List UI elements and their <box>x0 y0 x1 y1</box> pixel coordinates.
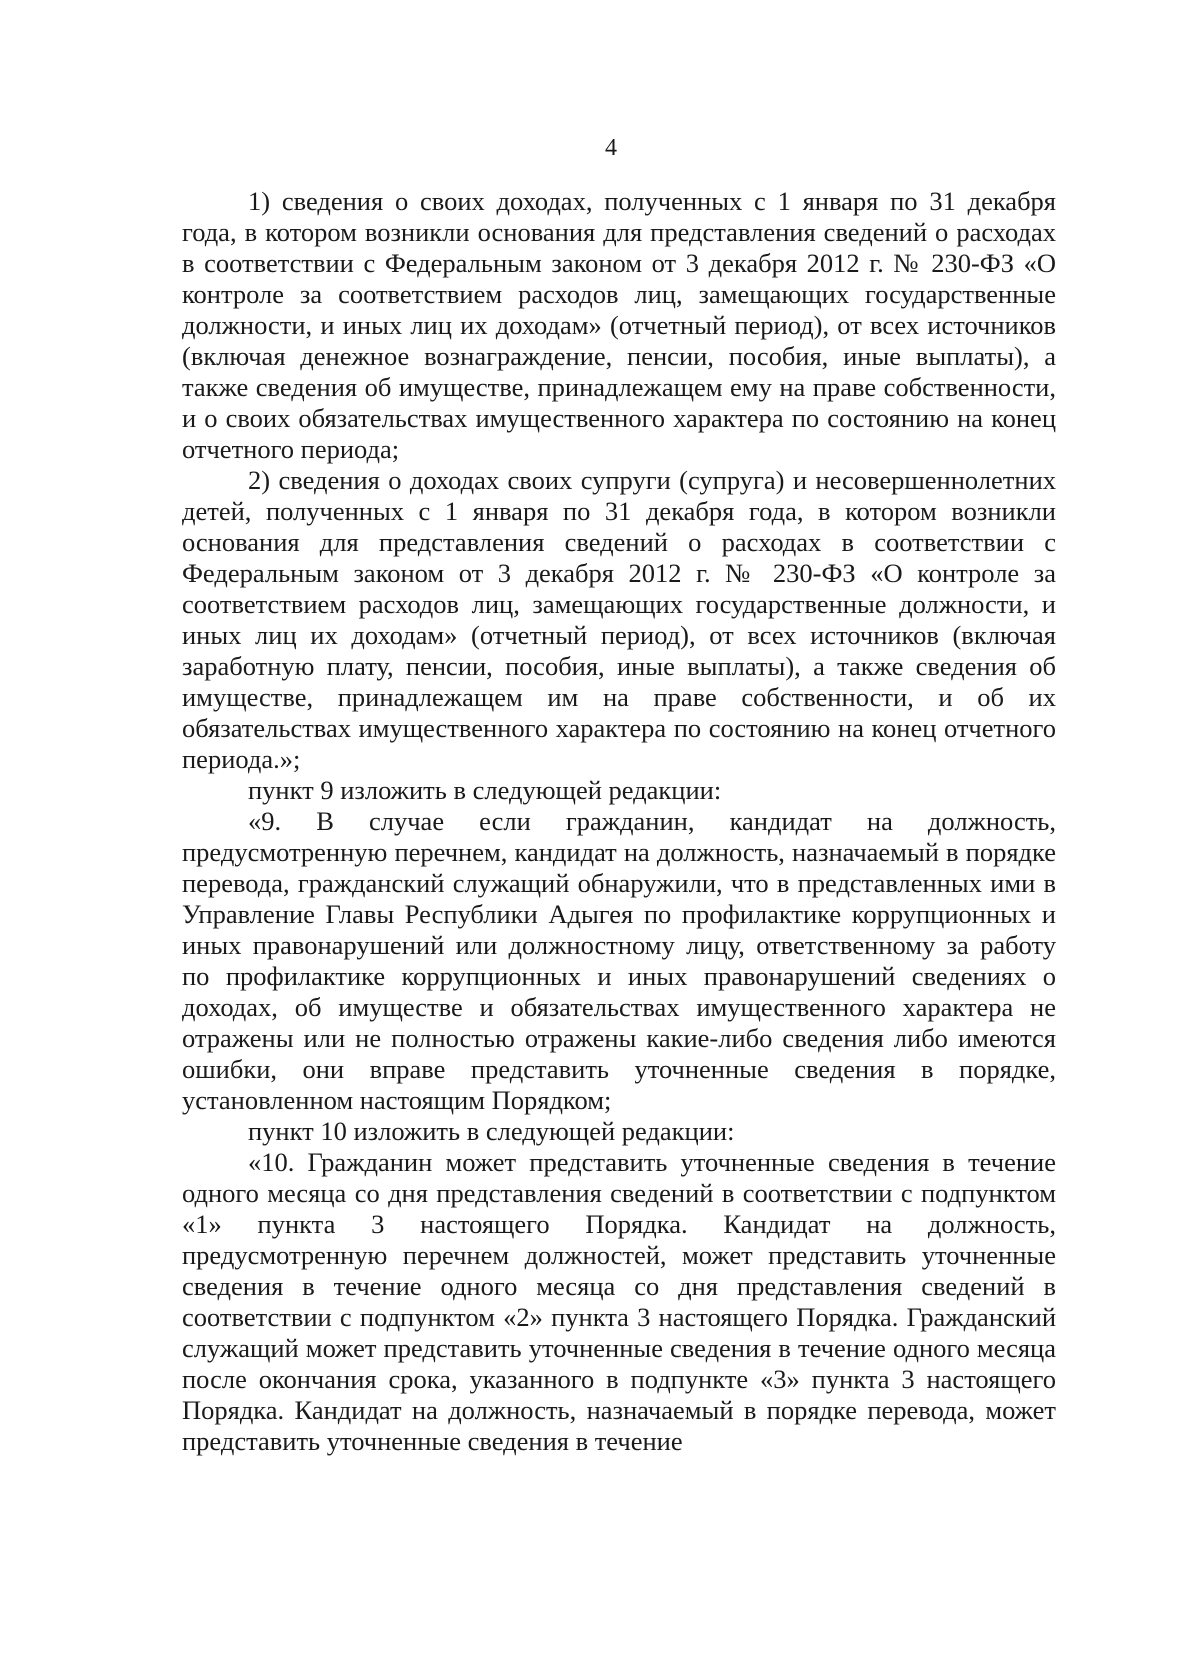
paragraph-subitem-2: 2) сведения о доходах своих супруги (супруга) и несовершеннолетних детей, полученных с 1 января по 31 декабря года, в котором возникли основания для представления сведений о расходах в соответствии с Федеральным законом от 3 декабря 2012 г. № 230-ФЗ «О контроле за соответствием расходов лиц, замещающих государственные должности, и иных лиц их доходам» (отчетный период), от всех источников (включая заработную плату, пенсии, пособия, иные выплаты), а также сведения об имуществе, принадлежащем им на праве собственности, и об их обязательствах имущественного характера по состоянию на конец отчетного периода.»; <box>182 465 1056 774</box>
paragraph-amend-item-9: пункт 9 изложить в следующей редакции: <box>248 775 722 805</box>
page-number: 4 <box>605 135 617 161</box>
paragraph-item-10-text: «10. Гражданин может представить уточненные сведения в течение одного месяца со дня представления сведений в соответствии с подпунктом «1» пункта 3 настоящего Порядка. Кандидат на должность, предусмотренную перечнем должностей, может представить уточненные сведения в течение одного месяца со дня представления сведений в соответствии с подпунктом «2» пункта 3 настоящего Порядка. Гражданский служащий может представить уточненные сведения в течение одного месяца после окончания срока, указанного в подпункте «3» пункта 3 настоящего Порядка. Кандидат на должность, назначаемый в порядке перевода, может представить уточненные сведения в течение <box>182 1147 1056 1456</box>
document-body <box>182 186 1056 1457</box>
paragraph-subitem-1: 1) сведения о своих доходах, полученных с 1 января по 31 декабря года, в котором возникли основания для представления сведений о расходах в соответствии с Федеральным законом от 3 декабря 2012 г. № 230-ФЗ «О контроле за соответствием расходов лиц, замещающих государственные должности, и иных лиц их доходам» (отчетный период), от всех источников (включая денежное вознаграждение, пенсии, пособия, иные выплаты), а также сведения об имуществе, принадлежащем ему на праве собственности, и о своих обязательствах имущественного характера по состоянию на конец отчетного периода; <box>182 186 1056 464</box>
paragraph-amend-item-10: пункт 10 изложить в следующей редакции: <box>248 1116 735 1146</box>
paragraph-item-9-text: «9. В случае если гражданин, кандидат на должность, предусмотренную перечнем, кандидат на должность, назначаемый в порядке перевода, гражданский служащий обнаружили, что в представленных ими в Управление Главы Республики Адыгея по профилактике коррупционных и иных правонарушений или должностному лицу, ответственному за работу по профилактике коррупционных и иных правонарушений сведениях о доходах, об имуществе и обязательствах имущественного характера не отражены или не полностью отражены какие-либо сведения либо имеются ошибки, они вправе представить уточненные сведения в порядке, установленном настоящим Порядком; <box>182 806 1056 1115</box>
